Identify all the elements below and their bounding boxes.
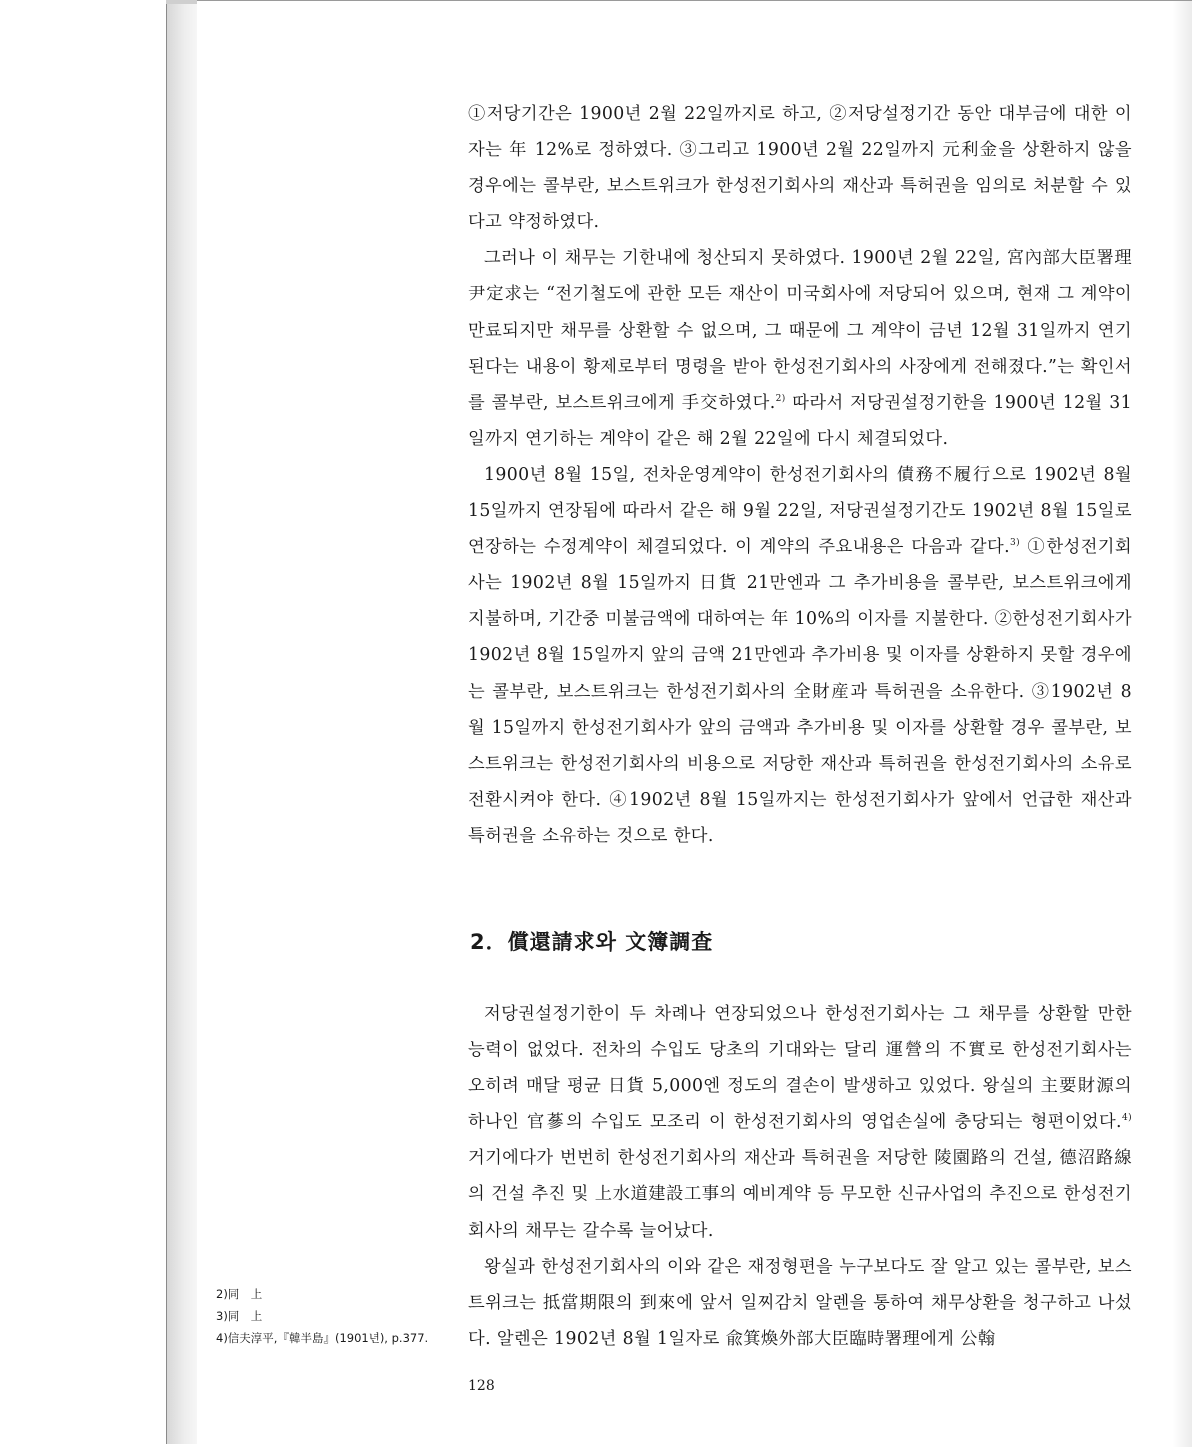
paragraph-2-text: 그러나 이 채무는 기한내에 청산되지 못하였다. 1900년 2월 22일, 宮內部大臣署理 尹定求는 “전기철도에 관한 모든 재산이 미국회사에 저당되어 있으며, 현재 그 계약이 만료되지만 채무를 상환할 수 없으며, 그 때문에 그 계약이 금년 12월 31일까지 연기된다는 내용이 황제로부터 명령을 받아 한성전기회사의 사장에게 전해졌다.”는 확인서를 콜부란, 보스트위크에게 手交하였다. — [468, 248, 1132, 413]
paragraph-3 — [468, 457, 1132, 854]
footnote-ref-2[interactable]: 2) — [775, 393, 786, 404]
body-text-lower — [468, 996, 1132, 1357]
footnotes — [216, 1283, 456, 1349]
section-heading: 2．償還請求와 文簿調査 — [470, 930, 714, 954]
body-text-upper — [468, 96, 1132, 854]
paragraph-2 — [468, 240, 1132, 457]
paragraph-4-tail: 거기에다가 번번히 한성전기회사의 재산과 특허권을 저당한 陵園路의 건설, 德沼路線의 건설 추진 및 上水道建設工事의 예비계약 등 무모한 신규사업의 추진으로 한성전기회사의 채무는 갈수록 늘어났다. — [468, 1148, 1132, 1241]
paragraph-3-tail: ①한성전기회사는 1902년 8월 15일까지 日貨 21만엔과 그 추가비용을 콜부란, 보스트위크에게 지불하며, 기간중 미불금액에 대하여는 年 10%의 이자를 지불한다. ②한성전기회사가 1902년 8월 15일까지 앞의 금액 21만엔과 추가비용 및 이자를 상환하지 못할 경우에는 콜부란, 보스트위크는 한성전기회사의 全財産과 특허권을 소유한다. ③1902년 8월 15일까지 한성전기회사가 앞의 금액과 추가비용 및 이자를 상환할 경우 콜부란, 보스트위크는 한성전기회사의 비용으로 저당한 재산과 특허권을 한성전기회사의 소유로 전환시켜야 한다. ④1902년 8월 15일까지는 한성전기회사가 앞에서 언급한 재산과 특허권을 소유하는 것으로 한다. — [468, 537, 1132, 846]
footnote-ref-3[interactable]: 3) — [1009, 538, 1021, 549]
paragraph-3-text: 1900년 8월 15일, 전차운영계약이 한성전기회사의 債務不履行으로 1902년 8월 15일까지 연장됨에 따라서 같은 해 9월 22일, 저당권설정기간도 1902년 8월 15일로 연장하는 수정계약이 체결되었다. 이 계약의 주요내용은 다음과 같다. — [468, 464, 1132, 558]
paragraph-1: ①저당기간은 1900년 2월 22일까지로 하고, ②저당설정기간 동안 대부금에 대한 이자는 年 12%로 정하였다. ③그리고 1900년 2월 22일까지 元利金을 상환하지 않을 경우에는 콜부란, 보스트위크가 한성전기회사의 재산과 특허권을 임의로 처분할 수 있다고 약정하였다. — [468, 104, 1132, 233]
page-number: 128 — [468, 1378, 495, 1394]
paragraph-4-text: 저당권설정기한이 두 차례나 연장되었으나 한성전기회사는 그 채무를 상환할 만한 능력이 없었다. 전차의 수입도 당초의 기대와는 달리 運營의 不實로 한성전기회사는 오히려 매달 평균 日貨 5,000엔 정도의 결손이 발생하고 있었다. 왕실의 主要財源의 하나인 官蔘의 수입도 모조리 이 한성전기회사의 영업손실에 충당되는 형편이었다. — [468, 1004, 1132, 1133]
book-spine — [166, 4, 198, 1444]
paragraph-4 — [468, 996, 1132, 1249]
paragraph-2-tail: 따라서 저당권설정기한을 1900년 12월 31일까지 연기하는 계약이 같은 해 2월 22일에 다시 체결되었다. — [468, 392, 1132, 449]
paragraph-5: 왕실과 한성전기회사의 이와 같은 재정형편을 누구보다도 잘 알고 있는 콜부란, 보스트위크는 抵當期限의 到來에 앞서 일찌감치 알렌을 통하여 채무상환을 청구하고 나섰다. 알렌은 1902년 8월 1일자로 兪箕煥外部大臣臨時署理에게 公翰 — [468, 1256, 1132, 1349]
footnote-3: 3)同 上 — [216, 1309, 263, 1323]
footnote-ref-4[interactable]: 4) — [1121, 1113, 1132, 1124]
footnote-2: 2)同 上 — [216, 1287, 263, 1301]
footnote-4: 4)信夫淳平,『韓半島』(1901년), p.377. — [216, 1331, 429, 1345]
page-shadow — [1172, 1, 1192, 1447]
